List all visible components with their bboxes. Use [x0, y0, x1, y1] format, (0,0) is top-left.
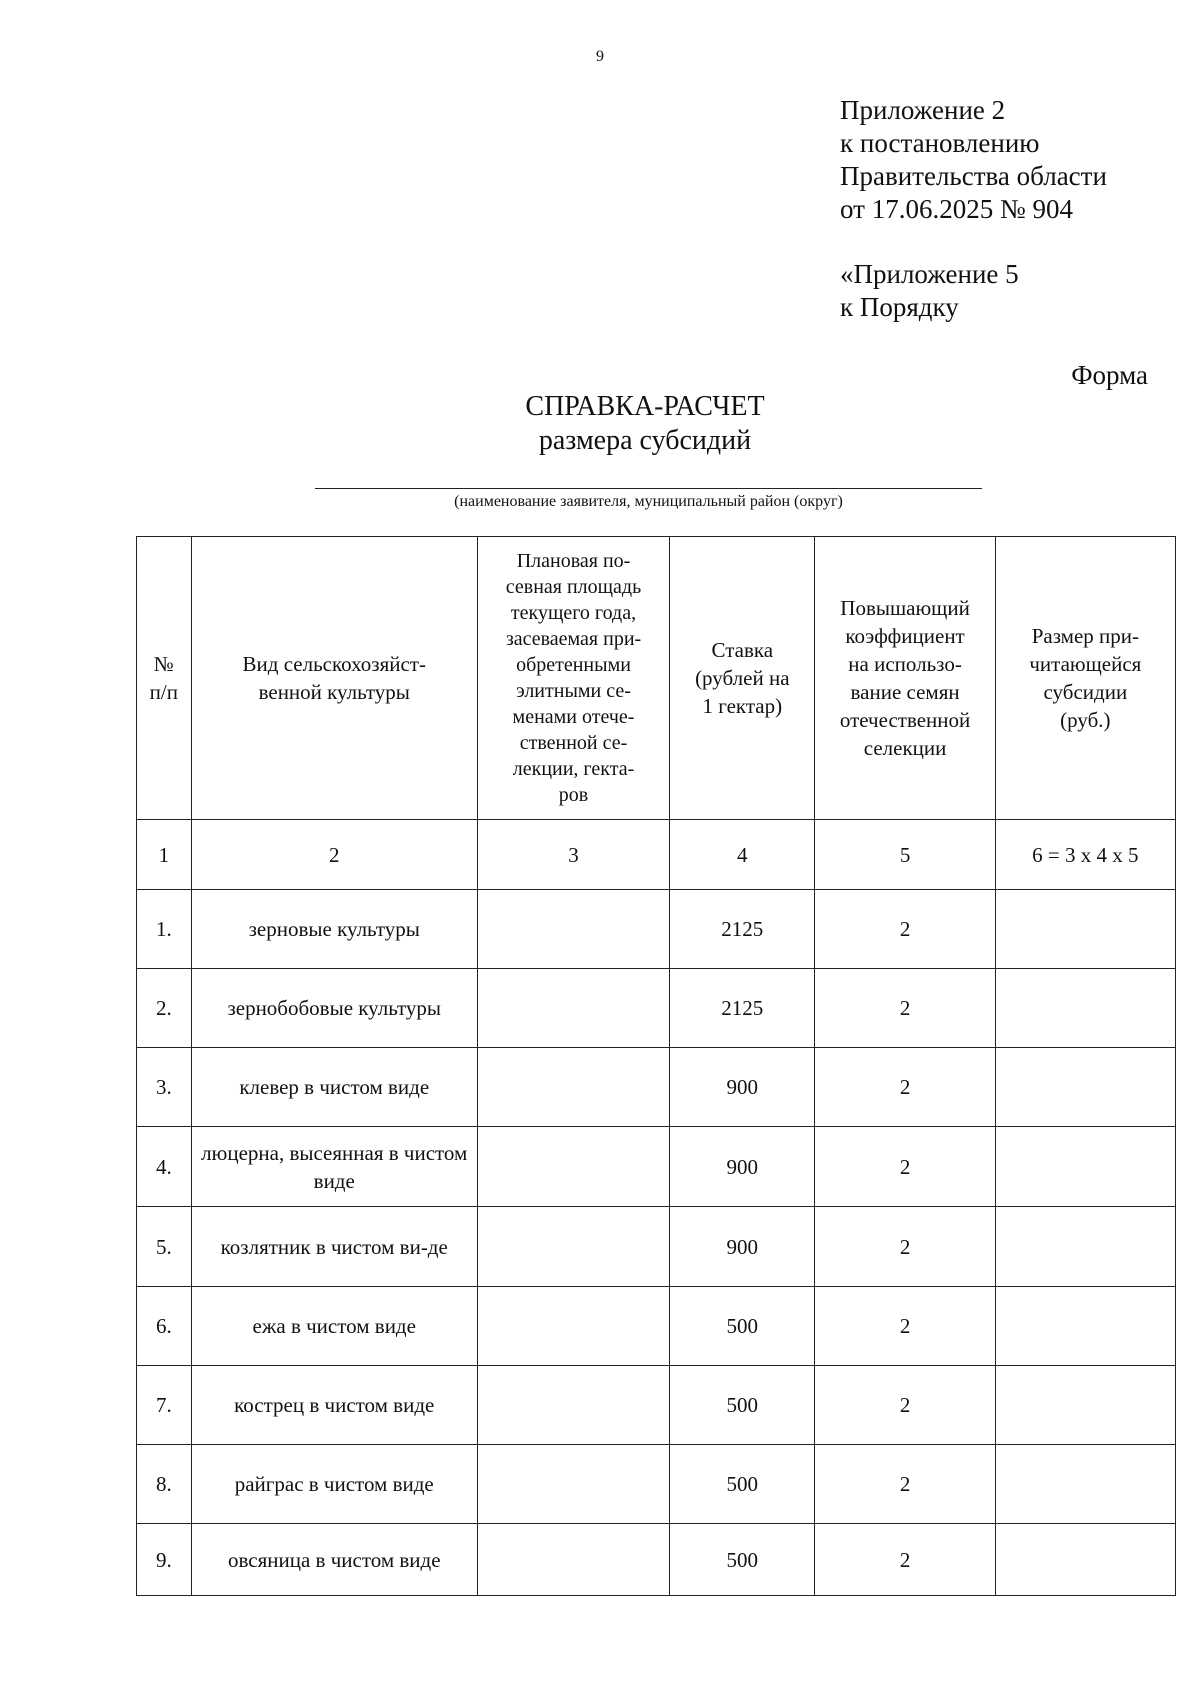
crop-name-cell: клевер в чистом виде	[191, 1048, 477, 1127]
appendix-line: к постановлению	[840, 128, 1040, 158]
applicant-caption: (наименование заявителя, муниципальный район (округ)	[454, 493, 843, 510]
crop-name-cell: райграс в чистом виде	[191, 1445, 477, 1524]
title-main: СПРАВКА-РАСЧЕТ	[525, 391, 765, 422]
coefficient-cell: 2	[815, 1366, 995, 1445]
appendix-line: от 17.06.2025 № 904	[840, 194, 1073, 224]
column-number: 3	[477, 820, 669, 890]
form-label: Форма	[1071, 360, 1148, 390]
coefficient-cell: 2	[815, 1524, 995, 1596]
subsidy-amount-cell[interactable]	[995, 1524, 1175, 1596]
planned-area-cell[interactable]	[477, 1366, 669, 1445]
column-number: 5	[815, 820, 995, 890]
row-number-cell: 7.	[137, 1366, 192, 1445]
crop-name-cell: ежа в чистом виде	[191, 1287, 477, 1366]
row-number-cell: 2.	[137, 969, 192, 1048]
table-row	[137, 1366, 1176, 1445]
planned-area-cell[interactable]	[477, 1048, 669, 1127]
row-number-cell: 9.	[137, 1524, 192, 1596]
column-number: 1	[137, 820, 192, 890]
coefficient-cell: 2	[815, 1127, 995, 1207]
rate-cell: 2125	[670, 890, 815, 969]
planned-area-cell[interactable]	[477, 1524, 669, 1596]
table-row	[137, 1445, 1176, 1524]
document-title	[0, 390, 1200, 458]
crop-name-cell: кострец в чистом виде	[191, 1366, 477, 1445]
rate-cell: 900	[670, 1207, 815, 1287]
subsidy-calc-table	[136, 536, 1176, 1596]
table-row	[137, 1287, 1176, 1366]
crop-name-cell: овсяница в чистом виде	[191, 1524, 477, 1596]
row-number-cell: 5.	[137, 1207, 192, 1287]
table-row	[137, 969, 1176, 1048]
coefficient-cell: 2	[815, 1048, 995, 1127]
row-number-cell: 6.	[137, 1287, 192, 1366]
subsidy-amount-cell[interactable]	[995, 1127, 1175, 1207]
column-number: 4	[670, 820, 815, 890]
header-cell-number: № п/п	[137, 537, 192, 820]
planned-area-cell[interactable]	[477, 1207, 669, 1287]
coefficient-cell: 2	[815, 890, 995, 969]
table-row	[137, 1207, 1176, 1287]
subsidy-amount-cell[interactable]	[995, 1366, 1175, 1445]
title-sub: размера субсидий	[538, 425, 752, 456]
column-number: 6 = 3 x 4 x 5	[995, 820, 1175, 890]
page-number: 9	[596, 48, 604, 65]
table-body	[137, 890, 1176, 1596]
column-number-row	[137, 820, 1176, 890]
planned-area-cell[interactable]	[477, 1287, 669, 1366]
subsidy-amount-cell[interactable]	[995, 1287, 1175, 1366]
planned-area-cell[interactable]	[477, 890, 669, 969]
rate-cell: 500	[670, 1524, 815, 1596]
planned-area-cell[interactable]	[477, 1127, 669, 1207]
crop-name-cell: козлятник в чистом ви-де	[191, 1207, 477, 1287]
rate-cell: 500	[670, 1287, 815, 1366]
header-cell-rate: Ставка (рублей на 1 гектар)	[670, 537, 815, 820]
table-row	[137, 1127, 1176, 1207]
coefficient-cell: 2	[815, 1445, 995, 1524]
table-header-row	[137, 537, 1176, 820]
table-row	[137, 890, 1176, 969]
subsidy-amount-cell[interactable]	[995, 890, 1175, 969]
column-number: 2	[191, 820, 477, 890]
coefficient-cell: 2	[815, 1287, 995, 1366]
coefficient-cell: 2	[815, 1207, 995, 1287]
coefficient-cell: 2	[815, 969, 995, 1048]
header-cell-coefficient: Повышающий коэффициент на использо- вание семян отечественной селекции	[815, 537, 995, 820]
appendix-block	[840, 94, 1107, 226]
header-cell-area: Плановая по- севная площадь текущего года, засеваемая при- обретенными элитными се- менами отече- ственной се- лекции, гекта- ров	[477, 537, 669, 820]
inner-appendix-line: «Приложение 5	[840, 259, 1019, 289]
row-number-cell: 4.	[137, 1127, 192, 1207]
rate-cell: 900	[670, 1048, 815, 1127]
subsidy-amount-cell[interactable]	[995, 1445, 1175, 1524]
crop-name-cell: зерновые культуры	[191, 890, 477, 969]
table-row	[137, 1524, 1176, 1596]
header-cell-amount: Размер при- читающейся субсидии (руб.)	[995, 537, 1175, 820]
appendix-line: Правительства области	[840, 161, 1107, 191]
applicant-name-line[interactable]	[315, 488, 982, 489]
header-cell-crop: Вид сельскохозяйст- венной культуры	[191, 537, 477, 820]
subsidy-amount-cell[interactable]	[995, 969, 1175, 1048]
planned-area-cell[interactable]	[477, 969, 669, 1048]
planned-area-cell[interactable]	[477, 1445, 669, 1524]
crop-name-cell: зернобобовые культуры	[191, 969, 477, 1048]
crop-name-cell: люцерна, высеянная в чистом виде	[191, 1127, 477, 1207]
rate-cell: 500	[670, 1366, 815, 1445]
table-row	[137, 1048, 1176, 1127]
row-number-cell: 1.	[137, 890, 192, 969]
row-number-cell: 3.	[137, 1048, 192, 1127]
inner-appendix-line: к Порядку	[840, 292, 959, 322]
inner-appendix-block	[840, 258, 1019, 324]
appendix-line: Приложение 2	[840, 95, 1006, 125]
rate-cell: 2125	[670, 969, 815, 1048]
rate-cell: 900	[670, 1127, 815, 1207]
subsidy-amount-cell[interactable]	[995, 1048, 1175, 1127]
subsidy-amount-cell[interactable]	[995, 1207, 1175, 1287]
row-number-cell: 8.	[137, 1445, 192, 1524]
rate-cell: 500	[670, 1445, 815, 1524]
